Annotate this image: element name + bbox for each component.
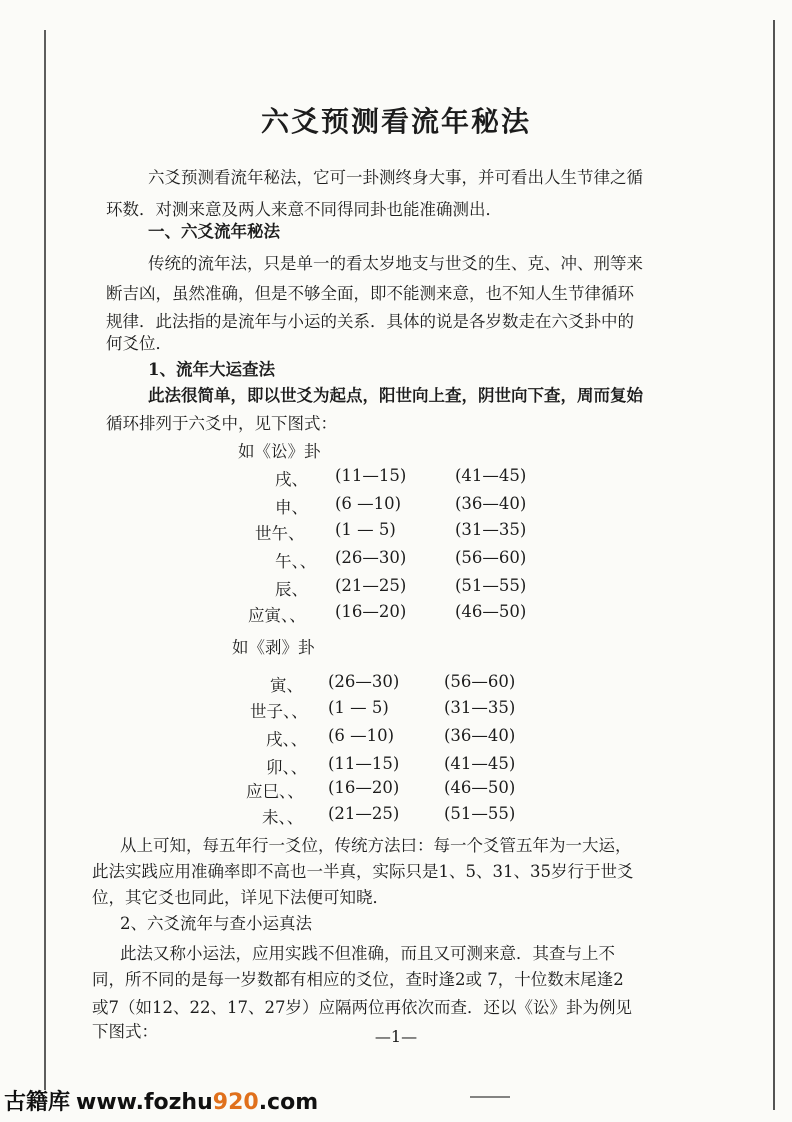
bo-row-6-range-b: (51—55) [444,804,516,823]
para3-line-3: 位，其它爻也同此，详见下法便可知晓． [92,888,389,907]
bo-row-6-yao: 未、、 [262,808,304,827]
song-row-1-yao: 戌、 [275,470,308,489]
song-row-4-range-b: (56—60) [455,548,527,567]
bo-row-1-range-b: (56—60) [444,672,516,691]
song-row-5-range-b: (51—55) [455,576,527,595]
bo-row-5-range-b: (46—50) [444,778,516,797]
section-heading-3: 2、六爻流年与查小运真法 [120,914,312,933]
bo-row-1-yao: 寅、 [270,676,303,695]
bo-row-3-yao: 戌、、 [266,730,308,749]
song-row-1-range-b: (41—45) [455,466,527,485]
bo-row-5-range-a: (16—20) [328,778,400,797]
song-row-6-range-b: (46—50) [455,602,527,621]
page-title: 六爻预测看流年秘法 [260,105,531,138]
para1-line-4: 何爻位． [106,334,172,353]
song-row-5-yao: 辰、 [275,580,308,599]
site-watermark[interactable] [4,1085,318,1116]
para1-line-1: 传统的流年法，只是单一的看太岁地支与世爻的生、克、冲、刑等来 [148,254,643,273]
bo-row-6-range-a: (21—25) [328,804,400,823]
page-number: —1— [374,1027,418,1046]
para4-line-4: 下图式： [92,1022,158,1041]
bo-row-3-range-b: (36—40) [444,726,516,745]
song-row-2-range-b: (36—40) [455,494,527,513]
scan-edge-left [44,30,46,1090]
para2-line-1: 此法很简单，即以世爻为起点，阳世向上查，阴世向下查，周而复始 [148,386,643,405]
song-row-6-range-a: (16—20) [335,602,407,621]
para2-line-2: 循环排列于六爻中，见下图式： [106,414,337,433]
example-song-label: 如《讼》卦 [238,442,321,461]
section-heading-1: 一、六爻流年秘法 [148,222,280,241]
site-url-suffix: .com [258,1090,319,1115]
para4-line-3: 或7（如12、22、17、27岁）应隔两位再依次而查．还以《讼》卦为例见 [92,998,632,1017]
example-bo-label: 如《剥》卦 [232,638,315,657]
bo-row-1-range-a: (26—30) [328,672,400,691]
intro-line-1: 六爻预测看流年秘法，它可一卦测终身大事，并可看出人生节律之循 [148,168,643,187]
para4-line-2: 同，所不同的是每一岁数都有相应的爻位，查时逢2或 7，十位数末尾逢2 [92,970,624,989]
song-row-4-yao: 午、、 [275,552,317,571]
song-row-1-range-a: (11—15) [335,466,407,485]
para1-line-2: 断吉凶，虽然准确，但是不够全面，即不能测来意，也不知人生节律循环 [106,284,634,303]
bo-row-3-range-a: (6 —10) [328,726,395,745]
song-row-2-range-a: (6 —10) [335,494,402,513]
song-row-5-range-a: (21—25) [335,576,407,595]
section-heading-2: 1、流年大运查法 [148,360,275,379]
bo-row-4-range-b: (41—45) [444,754,516,773]
para3-line-2: 此法实践应用准确率即不高也一半真，实际只是1、5、31、35岁行于世爻 [92,862,634,881]
bo-row-2-range-a: (1 — 5) [328,698,389,717]
para1-line-3: 规律．此法指的是流年与小运的关系．具体的说是各岁数走在六爻卦中的 [106,312,634,331]
bo-row-2-range-b: (31—35) [444,698,516,717]
bo-row-2-yao: 世子、、 [250,702,308,721]
bo-row-5-yao: 应巳、、 [246,782,304,801]
site-name: 古籍库 [4,1090,71,1115]
site-url-number: 920 [212,1090,259,1115]
bo-row-4-range-a: (11—15) [328,754,400,773]
song-row-3-range-a: (1 — 5) [335,520,396,539]
song-row-3-yao: 世午、 [255,524,305,543]
scan-edge-right [773,20,775,1110]
song-row-3-range-b: (31—35) [455,520,527,539]
song-row-2-yao: 申、 [275,498,308,517]
intro-line-2: 环数．对测来意及两人来意不同得同卦也能准确测出． [106,200,502,219]
para4-line-1: 此法又称小运法，应用实践不但准确，而且又可测来意．其查与上不 [120,944,615,963]
site-url-prefix: www.fozhu [76,1090,213,1115]
song-row-4-range-a: (26—30) [335,548,407,567]
scan-dash-mark [470,1096,510,1098]
song-row-6-yao: 应寅、、 [248,606,306,625]
para3-line-1: 从上可知，每五年行一爻位，传统方法曰：每一个爻管五年为一大运， [120,836,632,855]
bo-row-4-yao: 卯、、 [266,758,308,777]
